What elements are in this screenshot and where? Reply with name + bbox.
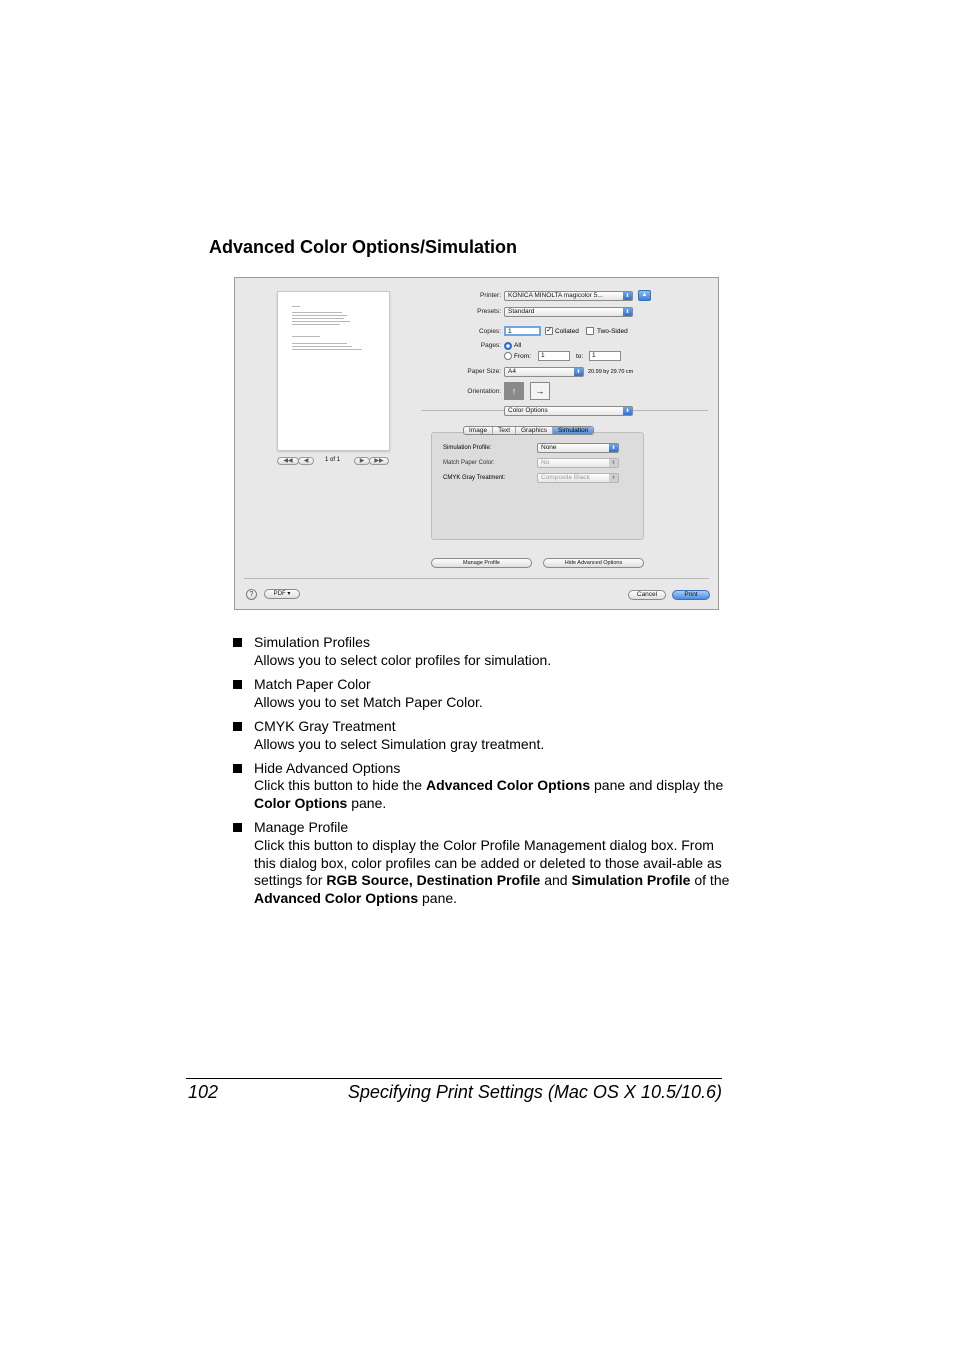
bullet-title: Simulation Profiles bbox=[254, 634, 370, 650]
pages-to-input[interactable]: 1 bbox=[589, 351, 621, 361]
printer-value: KONICA MINOLTA magicolor 5... bbox=[508, 292, 603, 299]
presets-value: Standard bbox=[508, 308, 535, 315]
pages-all-label: All bbox=[514, 342, 522, 349]
popup-arrows-icon: ⬍ bbox=[574, 368, 583, 376]
pages-from-label: From: bbox=[514, 353, 531, 360]
list-item bbox=[233, 760, 733, 813]
copies-label: Copies: bbox=[478, 328, 501, 335]
bullet-square-icon bbox=[233, 680, 242, 689]
pane-select-value: Color Options bbox=[508, 407, 548, 414]
portrait-orientation-icon[interactable]: ↑ bbox=[504, 382, 524, 400]
bullet-title: Manage Profile bbox=[254, 819, 349, 836]
popup-arrows-icon: ⬍ bbox=[609, 474, 618, 482]
pages-to-label: to: bbox=[576, 353, 584, 360]
page-indicator: 1 of 1 bbox=[325, 457, 341, 463]
tab-text[interactable]: Text bbox=[493, 427, 516, 434]
paper-dimensions: 20.99 by 29.70 cm bbox=[588, 369, 634, 375]
paper-size-value: A4 bbox=[508, 368, 516, 375]
collated-checkbox[interactable]: ✓ bbox=[546, 327, 552, 334]
section-title: Advanced Color Options/Simulation bbox=[209, 237, 518, 257]
printer-select[interactable] bbox=[504, 291, 633, 301]
bullet-list bbox=[233, 634, 733, 914]
pages-all-radio[interactable] bbox=[504, 342, 512, 350]
preview-page bbox=[277, 291, 390, 451]
hide-advanced-options-button[interactable]: Hide Advanced Options bbox=[543, 558, 644, 568]
popup-arrows-icon: ⬍ bbox=[623, 292, 632, 300]
pages-from-input[interactable]: 1 bbox=[538, 351, 570, 361]
orientation-label: Orientation: bbox=[467, 388, 501, 395]
cmyk-gray-treatment-label: CMYK Gray Treatment: bbox=[443, 475, 506, 481]
color-options-tabs bbox=[463, 426, 594, 435]
tab-graphics[interactable]: Graphics bbox=[516, 427, 553, 434]
match-paper-color-select[interactable] bbox=[537, 458, 619, 468]
popup-arrows-icon: ⬍ bbox=[609, 459, 618, 467]
pdf-button[interactable]: PDF ▾ bbox=[264, 589, 300, 599]
paper-size-select[interactable] bbox=[504, 367, 584, 377]
bullet-square-icon bbox=[233, 638, 242, 647]
divider bbox=[244, 578, 709, 579]
tab-image[interactable]: Image bbox=[464, 427, 493, 434]
copies-input[interactable]: 1 bbox=[504, 326, 541, 336]
next-page-button[interactable]: ▶ bbox=[354, 457, 370, 465]
cancel-button[interactable]: Cancel bbox=[628, 590, 666, 600]
bullet-description: Click this button to display the Color Profile Management dialog box. From this dialog box, color profiles can be added or deleted to those avail-able as settings for RGB Source, Destination Profile and Simulation Profile of the Advanced Color Options pane. bbox=[254, 837, 730, 907]
presets-select[interactable] bbox=[504, 307, 633, 317]
pane-select[interactable] bbox=[504, 406, 633, 416]
print-dialog-screenshot bbox=[234, 277, 719, 610]
last-page-button[interactable]: ▶▶ bbox=[369, 457, 389, 465]
footer-title: Specifying Print Settings (Mac OS X 10.5/10.6) bbox=[347, 1082, 722, 1102]
bullet-description: Allows you to select color profiles for simulation. bbox=[254, 651, 552, 668]
help-icon[interactable]: ? bbox=[246, 589, 257, 600]
list-item bbox=[233, 676, 733, 711]
match-paper-color-label: Match Paper Color: bbox=[443, 460, 495, 466]
first-page-button[interactable]: ◀◀ bbox=[277, 457, 299, 465]
expand-dialog-icon[interactable]: ▲ bbox=[638, 290, 651, 301]
collated-label: Collated bbox=[555, 328, 579, 335]
manage-profile-button[interactable]: Manage Profile bbox=[431, 558, 532, 568]
bullet-square-icon bbox=[233, 722, 242, 731]
pages-from-radio[interactable] bbox=[504, 352, 512, 360]
bullet-description: Click this button to hide the Advanced Color Options pane and display the Color Options pane. bbox=[254, 777, 724, 812]
list-item bbox=[233, 718, 733, 753]
landscape-orientation-icon[interactable]: → bbox=[530, 382, 550, 400]
simulation-profile-label: Simulation Profile: bbox=[443, 445, 492, 451]
printer-label: Printer: bbox=[480, 292, 501, 299]
cmyk-gray-treatment-value: Composite Black bbox=[541, 474, 590, 481]
bullet-title: Hide Advanced Options bbox=[254, 759, 401, 776]
two-sided-checkbox[interactable] bbox=[586, 327, 594, 335]
paper-size-label: Paper Size: bbox=[467, 368, 501, 375]
popup-arrows-icon: ⬍ bbox=[609, 444, 618, 452]
bullet-square-icon bbox=[233, 823, 242, 832]
simulation-profile-select[interactable] bbox=[537, 443, 619, 453]
popup-arrows-icon: ⬍ bbox=[623, 407, 632, 415]
page-number: 102 bbox=[188, 1082, 219, 1102]
bullet-title: CMYK Gray Treatment bbox=[254, 717, 396, 734]
bullet-description: Allows you to select Simulation gray treatment. bbox=[254, 735, 545, 752]
simulation-profile-value: None bbox=[541, 444, 557, 451]
bullet-title: Match Paper Color bbox=[254, 675, 371, 692]
previous-page-button[interactable]: ◀ bbox=[298, 457, 314, 465]
presets-label: Presets: bbox=[477, 308, 501, 315]
list-item bbox=[233, 819, 733, 908]
list-item bbox=[233, 634, 733, 669]
tab-simulation[interactable]: Simulation bbox=[553, 427, 593, 434]
print-button[interactable]: Print bbox=[672, 590, 710, 600]
pages-label: Pages: bbox=[480, 342, 501, 349]
match-paper-color-value: No bbox=[541, 459, 550, 466]
bullet-description: Allows you to set Match Paper Color. bbox=[254, 693, 483, 710]
popup-arrows-icon: ⬍ bbox=[623, 308, 632, 316]
footer-rule bbox=[186, 1078, 722, 1079]
bullet-square-icon bbox=[233, 764, 242, 773]
two-sided-label: Two-Sided bbox=[597, 328, 628, 335]
cmyk-gray-treatment-select[interactable] bbox=[537, 473, 619, 483]
